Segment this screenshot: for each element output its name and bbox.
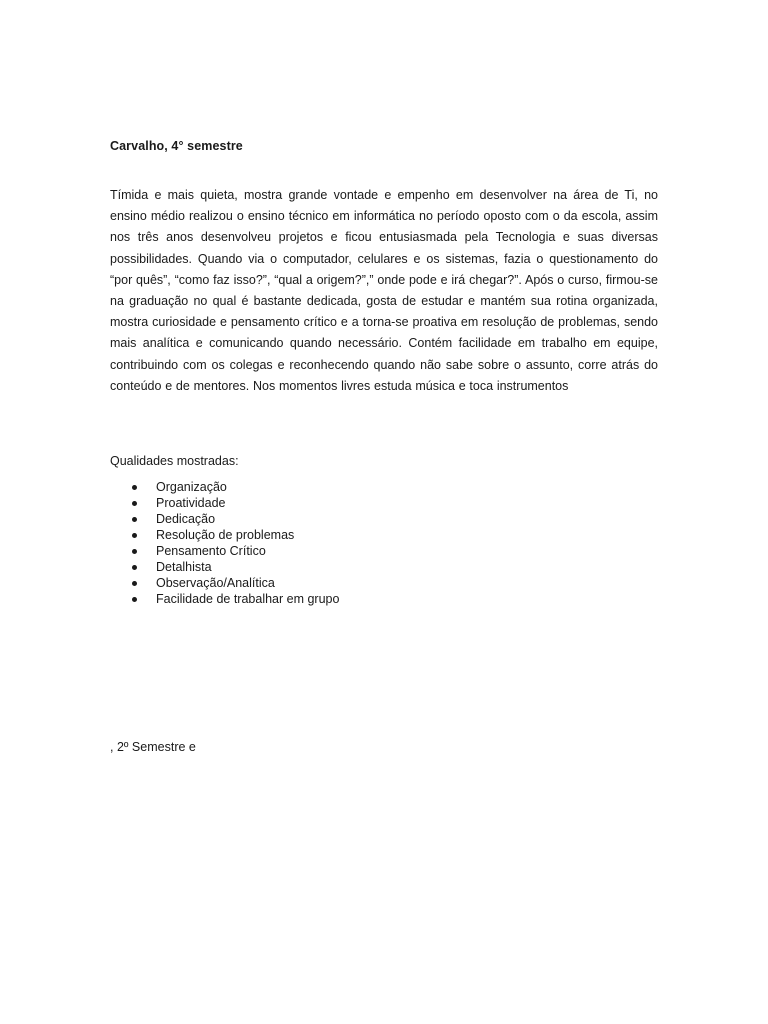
list-item	[110, 495, 339, 511]
qualities-list	[110, 479, 339, 607]
list-item-label: Proatividade	[156, 496, 226, 510]
list-item-label: Organização	[156, 480, 227, 494]
bullet-icon	[132, 597, 137, 602]
description-paragraph: Tímida e mais quieta, mostra grande vontade e empenho em desenvolver na área de Ti, no ensino médio realizou o ensino técnico em informática no período oposto com o da escola, assim nos três anos desenvolveu projetos e ficou entusiasmada pela Tecnologia e suas diversas possibilidades. Quando via o computador, celulares e os sistemas, fazia o questionamento do “por quês”, “como faz isso?”, “qual a origem?”,” onde pode e irá chegar?”. Após o curso, firmou-se na graduação no qual é bastante dedicada, gosta de estudar e mantém sua rotina organizada, mostra curiosidade e pensamento crítico e a torna-se proativa em resolução de problemas, sendo mais analítica e comunicando quando necessário. Contém facilidade em trabalho em equipe, contribuindo com os colegas e reconhecendo quando não sabe sobre o assunto, corre atrás do conteúdo e de mentores. Nos momentos livres estuda música e toca instrumentos	[110, 188, 658, 393]
list-item-label: Observação/Analítica	[156, 576, 275, 590]
list-item	[110, 575, 339, 591]
footer-line: , 2º Semestre e	[110, 740, 196, 754]
list-item-label: Detalhista	[156, 560, 212, 574]
list-item-label: Dedicação	[156, 512, 216, 526]
qualities-label: Qualidades mostradas:	[110, 454, 239, 468]
bullet-icon	[132, 485, 137, 490]
bullet-icon	[132, 501, 137, 506]
bullet-icon	[132, 565, 137, 570]
bullet-icon	[132, 533, 137, 538]
list-item	[110, 559, 339, 575]
bullet-icon	[132, 549, 137, 554]
list-item	[110, 591, 339, 607]
list-item-label: Pensamento Crítico	[156, 544, 266, 558]
document-heading: Carvalho, 4° semestre	[110, 139, 243, 153]
bullet-icon	[132, 517, 137, 522]
list-item	[110, 511, 339, 527]
bullet-icon	[132, 581, 137, 586]
list-item	[110, 479, 339, 495]
list-item	[110, 527, 339, 543]
list-item	[110, 543, 339, 559]
list-item-label: Resolução de problemas	[156, 528, 295, 542]
list-item-label: Facilidade de trabalhar em grupo	[156, 592, 340, 606]
